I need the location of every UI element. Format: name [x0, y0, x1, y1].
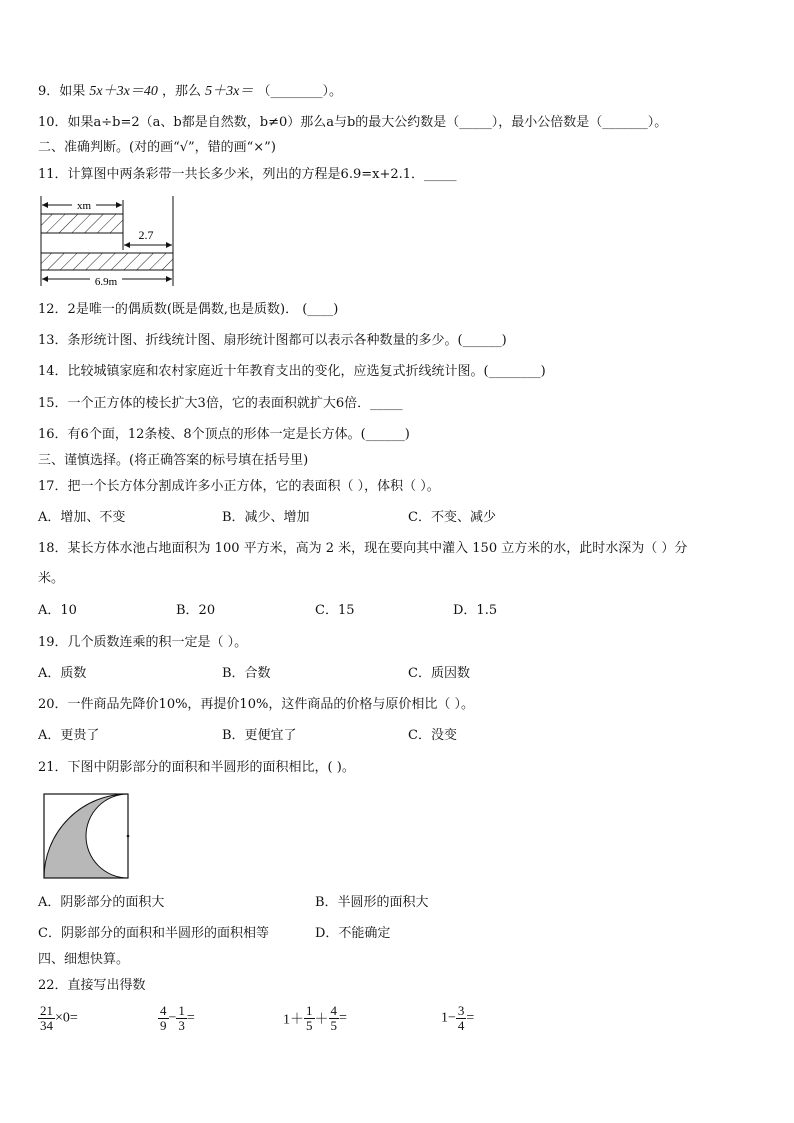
q20-option-b[interactable]: B．更便宜了	[222, 728, 297, 743]
q18-option-b[interactable]: B．20	[176, 603, 216, 618]
shaded-fill	[44, 794, 128, 878]
q9-answer-blank[interactable]: （________）。	[257, 84, 343, 99]
ribbon-bottom	[41, 253, 173, 270]
q20-option-c[interactable]: C．没变	[408, 728, 457, 743]
q18-option-a[interactable]: A．10	[38, 603, 77, 618]
question-19: 19．几个质数连乘的积一定是（ ）。	[38, 635, 248, 650]
fraction: $\frac{1}{5}$	[306, 1003, 313, 1033]
fraction: $\frac{21}{34}$	[40, 1003, 53, 1033]
question-18: 18．某长方体水池占地面积为 100 平方米，高为 2 米，现在要向其中灌入 150 立方米的水，此时水深为（ ）分	[38, 541, 688, 556]
question-10: 10．如果a÷b=2（a、b都是自然数，b≠0）那么a与b的最大公约数是（_____），最小公倍数是（_______）。	[38, 115, 668, 130]
q9-equation: 5x＋3x＝40	[89, 84, 158, 99]
q9-connector: ，那么	[162, 84, 202, 99]
q19-option-c[interactable]: C．质因数	[408, 666, 470, 681]
q17-option-c[interactable]: C．不变、减少	[408, 510, 496, 525]
question-17: 17．把一个长方体分割成许多小正方体，它的表面积（ ），体积（ ）。	[38, 479, 440, 494]
q9-number: 9．如果	[38, 84, 86, 99]
q21-option-a[interactable]: A．阴影部分的面积大	[38, 895, 165, 910]
question-21: 21．下图中阴影部分的面积和半圆形的面积相比，( )。	[38, 760, 355, 775]
fraction: $\frac{4}{5}$	[330, 1003, 337, 1033]
calc-item-1: $\frac{21}{34}$ ×0=	[40, 1003, 78, 1033]
fraction: $\frac{3}{4}$	[457, 1003, 465, 1033]
label-6-9m: 6.9m	[94, 276, 118, 288]
question-20: 20．一件商品先降价10%，再提价10%，这件商品的价格与原价相比（ ）。	[38, 697, 474, 712]
question-14: 14．比较城镇家庭和农村家庭近十年教育支出的变化，应选复式折线统计图。(________)	[38, 364, 546, 379]
question-12: 12．2是唯一的偶质数(既是偶数,也是质数)． (____)	[38, 302, 339, 317]
q21-option-b[interactable]: B．半圆形的面积大	[315, 895, 429, 910]
calc-item-3: 1＋ $\frac{1}{5}$ ＋ $\frac{4}{5}$ =	[283, 1003, 347, 1033]
question-9	[38, 83, 342, 101]
fraction: $\frac{1}{3}$	[178, 1003, 185, 1033]
q9-expression: 5＋3x＝	[205, 84, 254, 99]
section-4-heading: 四、细想快算。	[38, 952, 130, 967]
q18-option-d[interactable]: D．1.5	[453, 603, 498, 618]
calc-item-2: $\frac{4}{9}$ − $\frac{1}{3}$ =	[160, 1003, 195, 1033]
ribbon-diagram	[36, 192, 178, 288]
q18-option-c[interactable]: C．15	[315, 603, 355, 618]
question-18-cont: 米。	[38, 571, 65, 586]
question-11: 11．计算图中两条彩带一共长多少米，列出的方程是6.9=x+2.1．_____	[38, 167, 457, 182]
section-2-heading: 二、准确判断。(对的画“√”，错的画“×”)	[38, 140, 276, 155]
fraction: $\frac{4}{9}$	[160, 1003, 167, 1033]
question-13: 13．条形统计图、折线统计图、扇形统计图都可以表示各种数量的多少。(______)	[38, 333, 507, 348]
question-16: 16．有6个面，12条棱、8个顶点的形体一定是长方体。(______)	[38, 427, 410, 442]
q17-option-a[interactable]: A．增加、不变	[38, 510, 126, 525]
section-3-heading: 三、谨慎选择。(将正确答案的标号填在括号里)	[38, 453, 309, 468]
q21-option-d[interactable]: D．不能确定	[315, 926, 391, 941]
ribbon-top	[41, 214, 123, 233]
shaded-region-diagram	[42, 792, 132, 880]
q21-option-c[interactable]: C．阴影部分的面积和半圆形的面积相等	[38, 926, 269, 941]
question-22: 22．直接写出得数	[38, 978, 146, 993]
label-xm: xm	[76, 200, 92, 212]
q19-option-b[interactable]: B．合数	[222, 666, 271, 681]
calc-item-4: 1− $\frac{3}{4}$ =	[441, 1003, 475, 1033]
question-15: 15．一个正方体的棱长扩大3倍，它的表面积就扩大6倍．_____	[38, 396, 403, 411]
q17-option-b[interactable]: B．减少、增加	[222, 510, 310, 525]
q20-option-a[interactable]: A．更贵了	[38, 728, 100, 743]
q19-option-a[interactable]: A．质数	[38, 666, 87, 681]
label-2-7: 2.7	[138, 228, 154, 242]
